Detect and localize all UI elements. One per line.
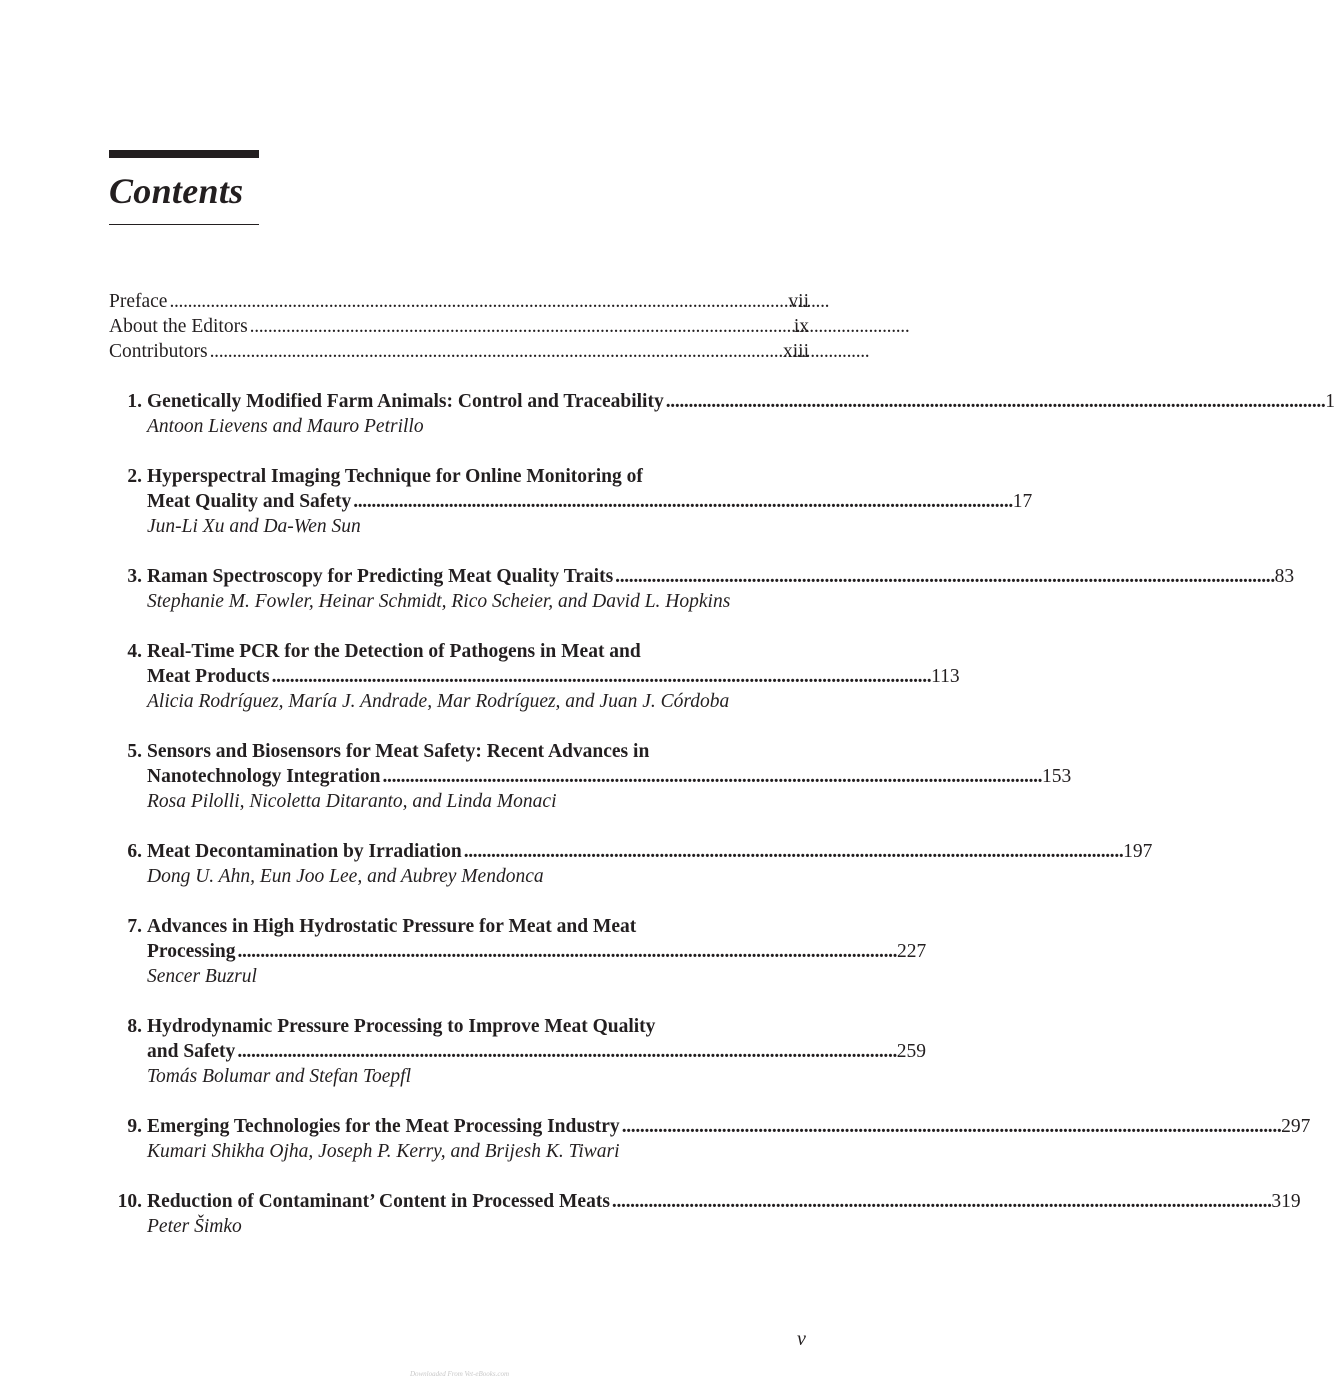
toc-entry-page: vii: [788, 291, 809, 312]
chapter-authors: Dong U. Ahn, Eun Joo Lee, and Aubrey Mendonca: [147, 866, 544, 887]
chapter-authors: Alicia Rodríguez, María J. Andrade, Mar Rodríguez, and Juan J. Córdoba: [147, 691, 730, 712]
page-folio: v: [797, 1328, 806, 1350]
toc-entry-about-editors[interactable]: [109, 314, 809, 339]
chapter-authors: Kumari Shikha Ojha, Joseph P. Kerry, and Brijesh K. Tiwari: [147, 1141, 620, 1162]
dot-leader: [169, 289, 786, 314]
chapter-page: 319: [1271, 1191, 1301, 1212]
chapter-title-continued: Processing: [147, 941, 236, 962]
toc-entry-label: Preface: [109, 291, 168, 312]
dot-leader: [666, 389, 1323, 414]
dot-leader: [615, 564, 1272, 589]
chapter-entry-5[interactable]: [109, 739, 1072, 814]
chapter-title: Sensors and Biosensors for Meat Safety: Recent Advances in: [147, 741, 650, 762]
toc-entry-label: Contributors: [109, 341, 208, 362]
chapter-page: 113: [931, 666, 960, 687]
chapter-entry-9[interactable]: [109, 1114, 1311, 1164]
chapter-number: 9.: [127, 1116, 142, 1137]
toc-entry-contributors[interactable]: [109, 339, 809, 364]
dot-leader: [272, 664, 929, 689]
chapter-title: Emerging Technologies for the Meat Processing Industry: [147, 1116, 620, 1137]
toc-entry-page: ix: [793, 316, 809, 337]
dot-leader: [237, 1039, 894, 1064]
chapter-entry-10[interactable]: [109, 1189, 1301, 1239]
chapter-authors: Jun-Li Xu and Da-Wen Sun: [147, 516, 361, 537]
chapter-authors: Sencer Buzrul: [147, 966, 257, 987]
chapter-number: 7.: [127, 916, 142, 937]
chapter-title-continued: and Safety: [147, 1041, 236, 1062]
chapter-page: 259: [896, 1041, 927, 1062]
chapter-authors: Peter Šimko: [147, 1216, 242, 1237]
chapter-number: 2.: [127, 466, 142, 487]
dot-leader: [237, 939, 894, 964]
chapter-authors: Rosa Pilolli, Nicoletta Ditaranto, and Linda Monaci: [147, 791, 557, 812]
chapter-page: 1: [1325, 391, 1335, 412]
heading-rule: [109, 224, 259, 225]
chapter-page: 83: [1274, 566, 1295, 587]
toc-entry-page: xiii: [782, 341, 809, 362]
chapter-page: 227: [896, 941, 927, 962]
contents-heading: [109, 150, 259, 225]
chapter-title: Hydrodynamic Pressure Processing to Improve Meat Quality: [147, 1016, 656, 1037]
chapter-title-continued: Meat Products: [147, 666, 270, 687]
dot-leader: [464, 839, 1121, 864]
chapter-page: 297: [1281, 1116, 1311, 1137]
chapter-entry-1[interactable]: [109, 389, 1335, 439]
chapter-entry-8[interactable]: [109, 1014, 927, 1089]
heading-top-bar: [109, 150, 259, 158]
front-matter-list: [109, 289, 809, 364]
chapter-title: Real-Time PCR for the Detection of Pathogens in Meat and: [147, 641, 641, 662]
chapter-number: 4.: [127, 641, 142, 662]
dot-leader: [250, 314, 792, 339]
dot-leader: [612, 1189, 1269, 1214]
chapter-authors: Tomás Bolumar and Stefan Toepfl: [147, 1066, 412, 1087]
chapter-number: 6.: [127, 841, 142, 862]
chapter-page: 197: [1123, 841, 1153, 862]
chapter-title: Raman Spectroscopy for Predicting Meat Quality Traits: [147, 566, 614, 587]
chapter-title: Advances in High Hydrostatic Pressure for Meat and Meat: [147, 916, 637, 937]
dot-leader: [210, 339, 781, 364]
watermark: Downloaded From Vet-eBooks.com: [409, 1370, 510, 1378]
chapter-number: 1.: [127, 391, 142, 412]
toc-entry-label: About the Editors: [109, 316, 248, 337]
chapter-number: 10.: [117, 1191, 142, 1212]
dot-leader: [382, 764, 1039, 789]
chapter-entry-6[interactable]: [109, 839, 1153, 889]
table-of-contents: [109, 289, 1335, 1264]
chapter-title: Hyperspectral Imaging Technique for Online Monitoring of: [147, 466, 643, 487]
chapter-entry-4[interactable]: [109, 639, 960, 714]
chapter-number: 5.: [127, 741, 142, 762]
chapter-title: Genetically Modified Farm Animals: Control and Traceability: [147, 391, 664, 412]
chapter-authors: Antoon Lievens and Mauro Petrillo: [147, 416, 424, 437]
page-title: Contents: [109, 171, 244, 211]
chapter-entry-7[interactable]: [109, 914, 927, 989]
chapter-title-continued: Meat Quality and Safety: [147, 491, 352, 512]
chapter-entry-3[interactable]: [109, 564, 1295, 614]
chapter-number: 3.: [127, 566, 142, 587]
chapter-title: Reduction of Contaminant’ Content in Processed Meats: [147, 1191, 610, 1212]
chapter-title: Meat Decontamination by Irradiation: [147, 841, 462, 862]
dot-leader: [353, 489, 1010, 514]
chapter-authors: Stephanie M. Fowler, Heinar Schmidt, Rico Scheier, and David L. Hopkins: [147, 591, 731, 612]
chapter-number: 8.: [127, 1016, 142, 1037]
chapter-page: 153: [1041, 766, 1072, 787]
chapter-entry-2[interactable]: [109, 464, 1033, 539]
chapter-page: 17: [1012, 491, 1033, 512]
toc-entry-preface[interactable]: [109, 289, 809, 314]
dot-leader: [622, 1114, 1279, 1139]
chapter-title-continued: Nanotechnology Integration: [147, 766, 381, 787]
